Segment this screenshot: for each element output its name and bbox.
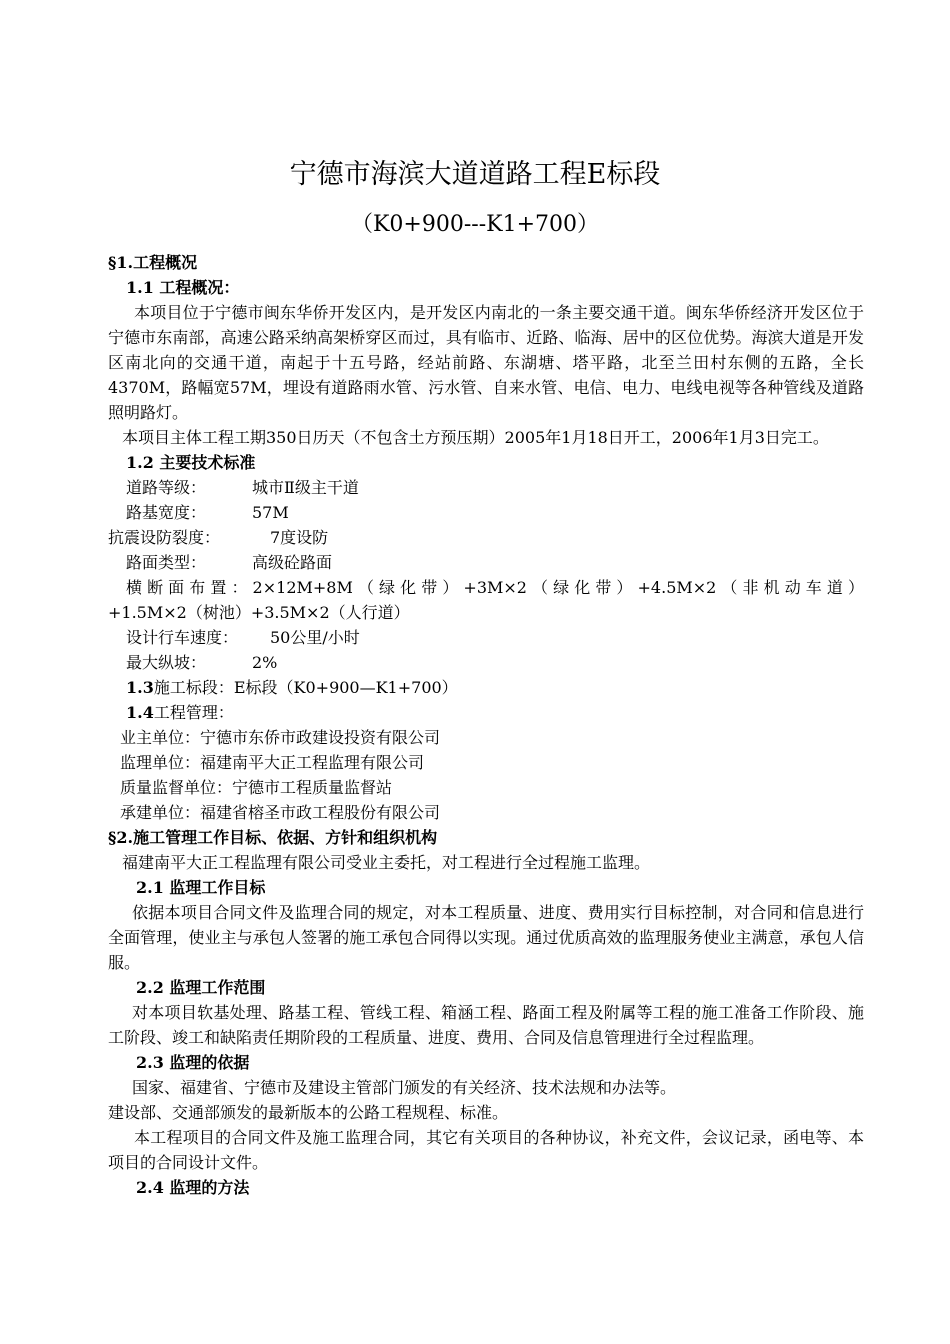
standard-value: 50公里/小时 [270,628,360,647]
section-2-3-basis-2: 建设部、交通部颁发的最新版本的公路工程规程、标准。 [108,1103,509,1122]
standard-value: 7度设防 [270,528,329,547]
document-body [108,250,864,1200]
section-2-1-paragraph: 依据本项目合同文件及监理合同的规定，对本工程质量、进度、费用实行目标控制，对合同和信息进行全面管理，使业主与承包人签署的施工承包合同得以实现。通过优质高效的监理服务使业主满意，承包人信服。 [108,903,864,972]
section-2-2-paragraph: 对本项目软基处理、路基工程、管线工程、箱涵工程、路面工程及附属等工程的施工准备工作阶段、施工阶段、竣工和缺陷责任期阶段的工程质量、进度、费用、合同及信息管理进行全过程监理。 [108,1003,864,1047]
standard-pavement-type [108,550,864,575]
document-title: 宁德市海滨大道道路工程E标段 [289,159,661,190]
document-subtitle: （K0+900---K1+700） [350,212,600,237]
standard-subgrade-width [108,500,864,525]
standard-max-slope [108,650,864,675]
standard-value: 城市Ⅱ级主干道 [252,478,359,497]
standard-label: 抗震设防裂度： [108,528,221,547]
cross-section-line-2: +1.5M×2（树池）+3.5M×2（人行道） [108,603,410,622]
owner-unit: 业主单位：宁德市东侨市政建设投资有限公司 [120,728,441,747]
standard-label: 道路等级： [126,478,207,497]
section-2-intro: 福建南平大正工程监理有限公司受业主委托，对工程进行全过程施工监理。 [122,853,651,872]
section-2-3-basis-3: 本工程项目的合同文件及施工监理合同，其它有关项目的各种协议，补充文件，会议记录，函电等、本项目的合同设计文件。 [108,1128,864,1172]
section-1-3-line [108,675,864,700]
section-1-1-heading: 1.1 工程概况： [126,278,240,297]
standard-value: 2% [252,653,278,672]
section-1-4-number: 1.4 [126,703,154,722]
section-2-4-heading: 2.4 监理的方法 [136,1178,250,1197]
section-2-1-heading: 2.1 监理工作目标 [136,878,266,897]
section-2-3-basis-1: 国家、福建省、宁德市及建设主管部门颁发的有关经济、技术法规和办法等。 [132,1078,677,1097]
standard-label: 设计行车速度： [126,628,239,647]
standard-value: 57M [252,503,289,522]
standard-value: 高级砼路面 [252,553,333,572]
standard-road-grade [108,475,864,500]
quality-supervision-unit: 质量监督单位：宁德市工程质量监督站 [120,778,393,797]
standard-label: 路面类型： [126,553,207,572]
standard-seismic [108,525,864,550]
section-1-2-heading: 1.2 主要技术标准 [126,453,256,472]
section-1-3-number: 1.3 [126,678,154,697]
section-1-4-line [108,700,864,725]
section-2-2-heading: 2.2 监理工作范围 [136,978,266,997]
cross-section-line-1: 横断面布置：2×12M+8M（绿化带）+3M×2（绿化带）+4.5M×2（非机动车道） [126,578,864,597]
section-1-1-schedule-paragraph: 本项目主体工程工期350日历天（不包含土方预压期）2005年1月18日开工，2006年1月3日完工。 [122,428,829,447]
standard-label: 最大纵坡： [126,653,207,672]
section-1-heading: §1.工程概况 [108,253,198,272]
contractor-unit: 承建单位：福建省榕圣市政工程股份有限公司 [120,803,441,822]
standard-design-speed [108,625,864,650]
section-2-3-heading: 2.3 监理的依据 [136,1053,250,1072]
section-1-4-text: 工程管理： [153,703,234,722]
section-2-heading: §2.施工管理工作目标、依据、方针和组织机构 [108,828,438,847]
supervision-unit: 监理单位：福建南平大正工程监理有限公司 [120,753,425,772]
section-1-3-text: 施工标段：E标段（K0+900—K1+700） [153,678,458,697]
section-1-1-paragraph: 本项目位于宁德市闽东华侨开发区内，是开发区内南北的一条主要交通干道。闽东华侨经济开发区位于宁德市东南部，高速公路采纳高架桥穿区而过，具有临市、近路、临海、居中的区位优势。海滨大道是开发区南北向的交通干道，南起于十五号路，经站前路、东湖塘、塔平路，北至兰田村东侧的五路，全长4370M，路幅宽57M，埋设有道路雨水管、污水管、自来水管、电信、电力、电线电视等各种管线及道路照明路灯。 [108,303,864,422]
standard-label: 路基宽度： [126,503,207,522]
